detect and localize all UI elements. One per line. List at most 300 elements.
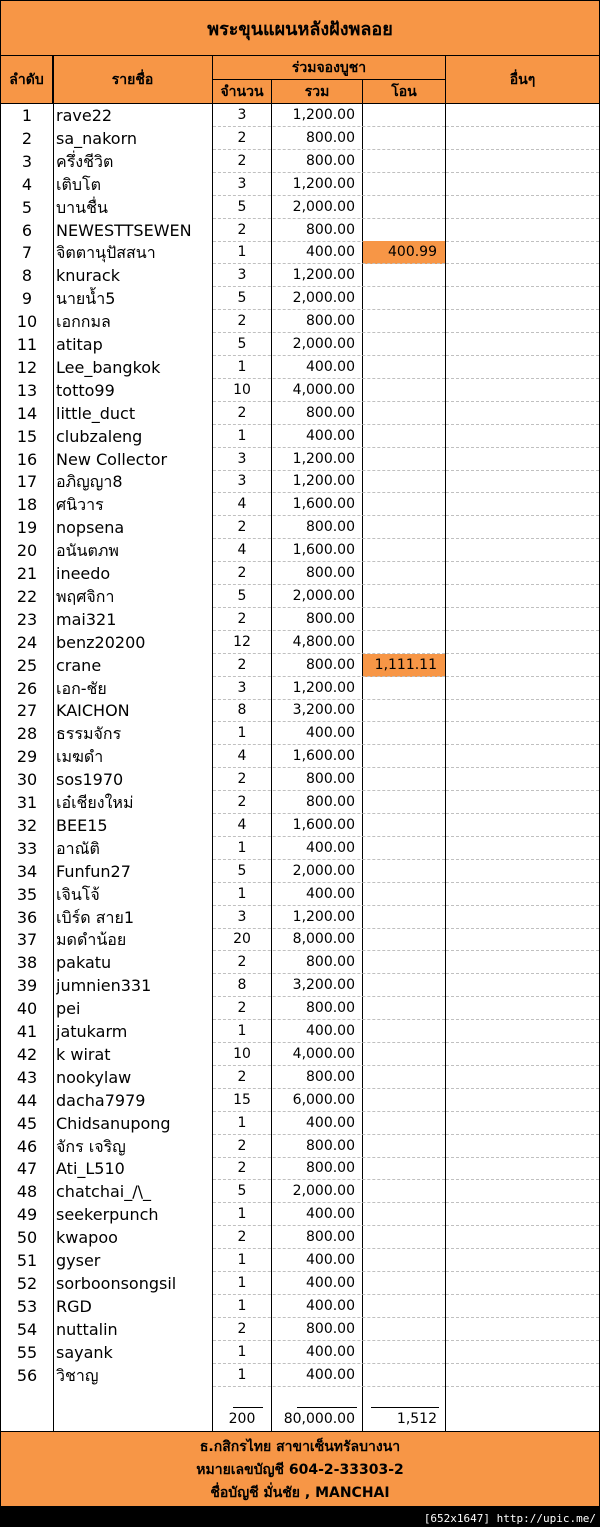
row-name: little_duct	[56, 403, 136, 423]
table-row	[1, 883, 599, 906]
row-transfer	[363, 608, 445, 631]
row-number: 43	[16, 1067, 38, 1087]
row-name: ธรรมจักร	[56, 724, 122, 744]
row-qty: 1	[237, 885, 247, 902]
row-transfer	[363, 699, 445, 722]
row-name: nookylaw	[56, 1067, 132, 1087]
row-qty: 2	[237, 152, 247, 169]
table-row	[1, 448, 599, 471]
row-qty: 2	[237, 1229, 247, 1246]
table-row	[1, 1066, 599, 1089]
row-name: มดดำน้อย	[56, 930, 127, 950]
table-row	[1, 837, 599, 860]
row-name: pei	[56, 999, 81, 1019]
sheet-title: พระขุนแผนหลังฝังพลอย	[1, 1, 599, 56]
row-qty: 5	[237, 587, 247, 604]
row-transfer	[363, 493, 445, 516]
row-name: KAICHON	[56, 701, 130, 721]
row-qty: 1	[237, 1114, 247, 1131]
row-gridline	[446, 1386, 599, 1387]
row-qty: 5	[237, 290, 247, 307]
row-qty: 2	[237, 565, 247, 581]
row-total: 1,600.00	[292, 542, 355, 559]
table-row	[1, 928, 599, 951]
row-total: 2,000.00	[292, 862, 355, 879]
row-qty: 1	[237, 1274, 247, 1291]
table-row	[1, 1157, 599, 1180]
row-qty: 1	[237, 1366, 247, 1383]
table-row	[1, 264, 599, 287]
row-total: 400.00	[306, 885, 355, 902]
row-number: 8	[21, 266, 33, 286]
row-qty: 2	[237, 519, 247, 536]
table-row	[1, 1135, 599, 1158]
row-total: 400.00	[306, 358, 355, 375]
row-total: 800.00	[306, 565, 355, 581]
row-number: 14	[16, 403, 38, 423]
row-number: 4	[21, 174, 33, 194]
row-number: 21	[16, 564, 38, 583]
row-total: 400.00	[306, 1366, 355, 1383]
row-transfer	[363, 745, 445, 768]
row-name: jumnien331	[56, 976, 152, 996]
row-qty: 4	[237, 748, 247, 765]
row-name: Lee_bangkok	[56, 357, 161, 377]
row-number: 6	[21, 220, 33, 240]
row-transfer	[363, 1020, 445, 1043]
row-total: 800.00	[306, 1229, 355, 1246]
table-row	[1, 1295, 599, 1318]
row-number: 55	[16, 1342, 38, 1362]
table-row	[1, 516, 599, 539]
row-number: 45	[16, 1113, 38, 1133]
header-qty: จำนวน	[213, 80, 272, 104]
row-transfer	[363, 379, 445, 402]
row-transfer	[363, 1180, 445, 1203]
row-qty: 2	[237, 610, 247, 627]
row-number: 30	[16, 770, 38, 790]
row-qty: 3	[237, 473, 247, 490]
header-name: รายชื่อ	[53, 56, 213, 104]
row-name: Funfun27	[56, 861, 131, 881]
row-qty: 5	[237, 198, 247, 215]
row-qty: 12	[233, 633, 251, 650]
row-total: 400.00	[306, 1343, 355, 1360]
row-gridline	[213, 1386, 445, 1387]
row-total: 400.00	[306, 427, 355, 444]
row-number: 48	[16, 1182, 38, 1202]
row-number: 50	[16, 1228, 38, 1248]
row-number: 18	[16, 495, 38, 515]
row-total: 1,200.00	[292, 473, 355, 490]
row-number: 41	[16, 1022, 38, 1041]
row-total: 4,800.00	[292, 633, 355, 650]
row-number: 13	[16, 380, 38, 400]
row-transfer	[363, 264, 445, 287]
row-number: 51	[16, 1251, 38, 1270]
row-qty: 2	[237, 129, 247, 146]
total-transfer: 1,512	[396, 1411, 437, 1427]
row-transfer	[363, 150, 445, 173]
row-name: เติบโต	[56, 174, 101, 194]
table-row	[1, 699, 599, 722]
table-row	[1, 791, 599, 814]
row-qty: 5	[237, 1183, 247, 1200]
table-row	[1, 1249, 599, 1272]
row-total: 2,000.00	[292, 290, 355, 307]
row-total: 3,200.00	[292, 977, 355, 994]
row-qty: 10	[233, 381, 251, 398]
table-row	[1, 951, 599, 974]
row-total: 1,600.00	[292, 748, 355, 765]
row-name: jatukarm	[56, 1022, 128, 1041]
row-name: mai321	[56, 609, 117, 629]
row-total: 1,200.00	[292, 267, 355, 284]
row-total: 1,200.00	[292, 908, 355, 925]
row-number: 37	[16, 930, 38, 950]
row-transfer	[363, 677, 445, 700]
row-number: 36	[16, 907, 38, 927]
row-transfer	[363, 1066, 445, 1089]
row-qty: 2	[237, 1320, 247, 1337]
table-row	[1, 722, 599, 745]
row-total: 1,200.00	[292, 679, 355, 696]
row-number: 27	[16, 701, 38, 721]
row-total: 800.00	[306, 1320, 355, 1337]
row-number: 31	[16, 793, 38, 812]
row-number: 28	[16, 724, 38, 744]
row-name: sos1970	[56, 770, 124, 790]
row-transfer	[363, 104, 445, 127]
row-total: 800.00	[306, 1160, 355, 1177]
row-name: อนันตภพ	[56, 541, 119, 561]
row-number: 32	[16, 815, 38, 835]
row-number: 20	[16, 541, 38, 561]
row-transfer	[363, 837, 445, 860]
row-qty: 20	[233, 931, 251, 948]
row-qty: 15	[233, 1091, 251, 1108]
row-number: 1	[21, 106, 33, 125]
row-total: 800.00	[306, 152, 355, 169]
header-other: อื่นๆ	[446, 56, 599, 104]
row-name: ineedo	[56, 564, 111, 583]
row-transfer	[363, 631, 445, 654]
row-transfer	[363, 1364, 445, 1387]
row-name: nopsena	[56, 518, 125, 538]
row-name: ครึ่งชีวิต	[56, 151, 114, 171]
row-number: 35	[16, 884, 38, 904]
row-total: 1,200.00	[292, 107, 355, 123]
table-row	[1, 654, 599, 677]
row-transfer	[363, 928, 445, 951]
total-qty: 200	[228, 1411, 256, 1427]
table-row	[1, 425, 599, 448]
row-qty: 3	[237, 267, 247, 284]
row-qty: 2	[237, 1137, 247, 1154]
row-qty: 2	[237, 221, 247, 238]
table-row	[1, 745, 599, 768]
table-row	[1, 1112, 599, 1135]
row-total: 4,000.00	[292, 1045, 355, 1062]
row-name: Ati_L510	[56, 1159, 125, 1179]
row-number: 7	[21, 243, 33, 263]
row-number: 54	[16, 1319, 38, 1339]
row-qty: 1	[237, 1297, 247, 1314]
row-number: 53	[16, 1296, 38, 1316]
table-row	[1, 1226, 599, 1249]
bank-branch: ธ.กสิกรไทย สาขาเซ็นทรัลบางนา	[199, 1439, 401, 1455]
row-number: 24	[16, 632, 38, 652]
account-number: หมายเลขบัญชี 604-2-33303-2	[196, 1462, 404, 1478]
row-number: 22	[16, 586, 38, 606]
table-row	[1, 356, 599, 379]
row-transfer: 400.99	[363, 241, 445, 264]
row-qty: 4	[237, 496, 247, 513]
row-name: Chidsanupong	[56, 1113, 171, 1133]
header-total: รวม	[272, 80, 363, 104]
table-row	[1, 333, 599, 356]
row-total: 400.00	[306, 1114, 355, 1131]
row-name: chatchai_/\_	[56, 1182, 151, 1202]
row-qty: 3	[237, 107, 247, 123]
row-transfer	[363, 1249, 445, 1272]
row-transfer	[363, 997, 445, 1020]
row-transfer	[363, 906, 445, 929]
row-number: 2	[21, 128, 33, 148]
row-number: 19	[16, 518, 38, 538]
row-qty: 2	[237, 954, 247, 971]
row-transfer	[363, 562, 445, 585]
row-qty: 3	[237, 908, 247, 925]
row-name: เอกกมล	[56, 312, 111, 332]
table-row	[1, 562, 599, 585]
row-name: rave22	[56, 106, 113, 125]
table-row	[1, 585, 599, 608]
row-number: 11	[16, 335, 38, 354]
table-row	[1, 1089, 599, 1112]
row-name: อาณัติ	[56, 838, 100, 858]
table-row	[1, 241, 599, 264]
row-transfer	[363, 860, 445, 883]
row-number: 17	[16, 472, 38, 492]
row-total: 800.00	[306, 519, 355, 536]
row-number: 5	[21, 197, 33, 217]
row-name: RGD	[56, 1296, 92, 1316]
table-row	[1, 814, 599, 837]
account-name: ชื่อบัญชี มั่นชัย , MANCHAI	[210, 1485, 390, 1501]
table-row	[1, 974, 599, 997]
table-row	[1, 196, 599, 219]
table-row	[1, 219, 599, 242]
row-total: 800.00	[306, 129, 355, 146]
row-total: 800.00	[306, 404, 355, 421]
table-row	[1, 539, 599, 562]
header-transfer: โอน	[363, 80, 446, 104]
row-name: nuttalin	[56, 1319, 118, 1339]
row-qty: 4	[237, 542, 247, 559]
row-name: seekerpunch	[56, 1205, 159, 1225]
row-total: 800.00	[306, 771, 355, 788]
row-transfer	[363, 1157, 445, 1180]
row-total: 400.00	[306, 839, 355, 856]
row-transfer	[363, 127, 445, 150]
row-total: 400.00	[306, 1206, 355, 1223]
table-row	[1, 1180, 599, 1203]
row-transfer	[363, 333, 445, 356]
row-total: 1,200.00	[292, 175, 355, 192]
row-number: 29	[16, 747, 38, 767]
table-row	[1, 1043, 599, 1066]
row-qty: 1	[237, 1023, 247, 1039]
row-transfer	[363, 1089, 445, 1112]
row-number: 25	[16, 655, 38, 675]
row-total: 6,000.00	[292, 1091, 355, 1108]
row-name: crane	[56, 655, 102, 675]
row-qty: 2	[237, 404, 247, 421]
row-transfer	[363, 791, 445, 814]
row-name: clubzaleng	[56, 426, 143, 446]
row-name: gyser	[56, 1251, 101, 1270]
row-qty: 5	[237, 862, 247, 879]
row-name: จิตตานุปัสสนา	[56, 243, 156, 263]
row-qty: 8	[237, 702, 247, 719]
row-number: 10	[16, 312, 38, 332]
row-transfer	[363, 1318, 445, 1341]
row-transfer	[363, 951, 445, 974]
row-total: 3,200.00	[292, 702, 355, 719]
row-transfer	[363, 1295, 445, 1318]
row-qty: 2	[237, 656, 247, 673]
row-number: 42	[16, 1044, 38, 1064]
row-qty: 10	[233, 1045, 251, 1062]
row-name: sorboonsongsil	[56, 1273, 177, 1293]
row-qty: 2	[237, 1160, 247, 1177]
table-row	[1, 1272, 599, 1295]
row-transfer	[363, 173, 445, 196]
row-name: totto99	[56, 380, 115, 400]
row-number: 15	[16, 426, 38, 446]
row-name: benz20200	[56, 632, 146, 652]
row-transfer	[363, 425, 445, 448]
row-total: 800.00	[306, 794, 355, 810]
table-row	[1, 402, 599, 425]
row-name: เอก-ชัย	[56, 678, 107, 698]
row-total: 1,600.00	[292, 496, 355, 513]
row-qty: 2	[237, 1068, 247, 1085]
row-qty: 1	[237, 725, 247, 742]
row-transfer	[363, 1226, 445, 1249]
row-number: 12	[16, 357, 38, 377]
table-row	[1, 677, 599, 700]
row-qty: 1	[237, 358, 247, 375]
row-total: 2,000.00	[292, 198, 355, 215]
table-row	[1, 104, 599, 127]
row-number: 3	[21, 151, 33, 171]
total-amount: 80,000.00	[283, 1411, 355, 1427]
row-name: sa_nakorn	[56, 128, 138, 148]
row-qty: 1	[237, 1206, 247, 1223]
row-name: k wirat	[56, 1044, 111, 1064]
row-total: 400.00	[306, 725, 355, 742]
row-number: 9	[21, 289, 33, 309]
row-number: 26	[16, 678, 38, 698]
row-name: NEWESTTSEWEN	[56, 220, 192, 240]
table-row	[1, 631, 599, 654]
row-transfer	[363, 1203, 445, 1226]
table-row	[1, 287, 599, 310]
row-qty: 2	[237, 771, 247, 788]
row-total: 2,000.00	[292, 1183, 355, 1200]
row-total: 400.00	[306, 1252, 355, 1268]
row-qty: 5	[237, 336, 247, 352]
row-total: 2,000.00	[292, 336, 355, 352]
row-number: 47	[16, 1159, 38, 1179]
row-qty: 3	[237, 450, 247, 467]
row-transfer	[363, 196, 445, 219]
row-total: 800.00	[306, 656, 355, 673]
row-name: dacha7979	[56, 1090, 146, 1110]
header-no: ลำดับ	[1, 56, 53, 104]
row-transfer	[363, 402, 445, 425]
table-row	[1, 173, 599, 196]
row-transfer	[363, 1043, 445, 1066]
row-transfer	[363, 516, 445, 539]
row-name: kwapoo	[56, 1228, 118, 1248]
row-transfer	[363, 310, 445, 333]
row-transfer	[363, 585, 445, 608]
row-qty: 1	[237, 839, 247, 856]
row-number: 23	[16, 609, 38, 629]
row-total: 800.00	[306, 1000, 355, 1017]
row-qty: 1	[237, 244, 247, 261]
row-transfer	[363, 814, 445, 837]
row-number: 56	[16, 1365, 38, 1385]
row-qty: 8	[237, 977, 247, 994]
row-number: 39	[16, 976, 38, 996]
row-total: 800.00	[306, 954, 355, 971]
row-number: 40	[16, 999, 38, 1019]
row-total: 1,200.00	[292, 450, 355, 467]
table-row	[1, 906, 599, 929]
totals-row	[1, 1405, 599, 1429]
row-total: 800.00	[306, 1137, 355, 1154]
row-name: เบิร์ด สาย1	[56, 907, 134, 927]
table-row	[1, 379, 599, 402]
row-transfer	[363, 1341, 445, 1364]
row-name: นายน้ำ5	[56, 289, 116, 309]
table-row	[1, 1020, 599, 1043]
row-transfer	[363, 883, 445, 906]
row-name: pakatu	[56, 953, 112, 973]
row-total: 2,000.00	[292, 587, 355, 604]
row-transfer	[363, 219, 445, 242]
row-name: จักร เจริญ	[56, 1136, 126, 1156]
row-total: 400.00	[306, 244, 355, 261]
row-total: 800.00	[306, 313, 355, 330]
header-group: ร่วมจองบูชา	[213, 56, 446, 80]
table-row	[1, 1364, 599, 1387]
table-row	[1, 1341, 599, 1364]
table-row	[1, 310, 599, 333]
row-name: knurack	[56, 266, 120, 286]
row-number: 49	[16, 1205, 38, 1225]
row-total: 4,000.00	[292, 381, 355, 398]
row-qty: 1	[237, 1343, 247, 1360]
row-qty: 2	[237, 1000, 247, 1017]
row-transfer	[363, 722, 445, 745]
table-row	[1, 997, 599, 1020]
row-number: 38	[16, 953, 38, 973]
